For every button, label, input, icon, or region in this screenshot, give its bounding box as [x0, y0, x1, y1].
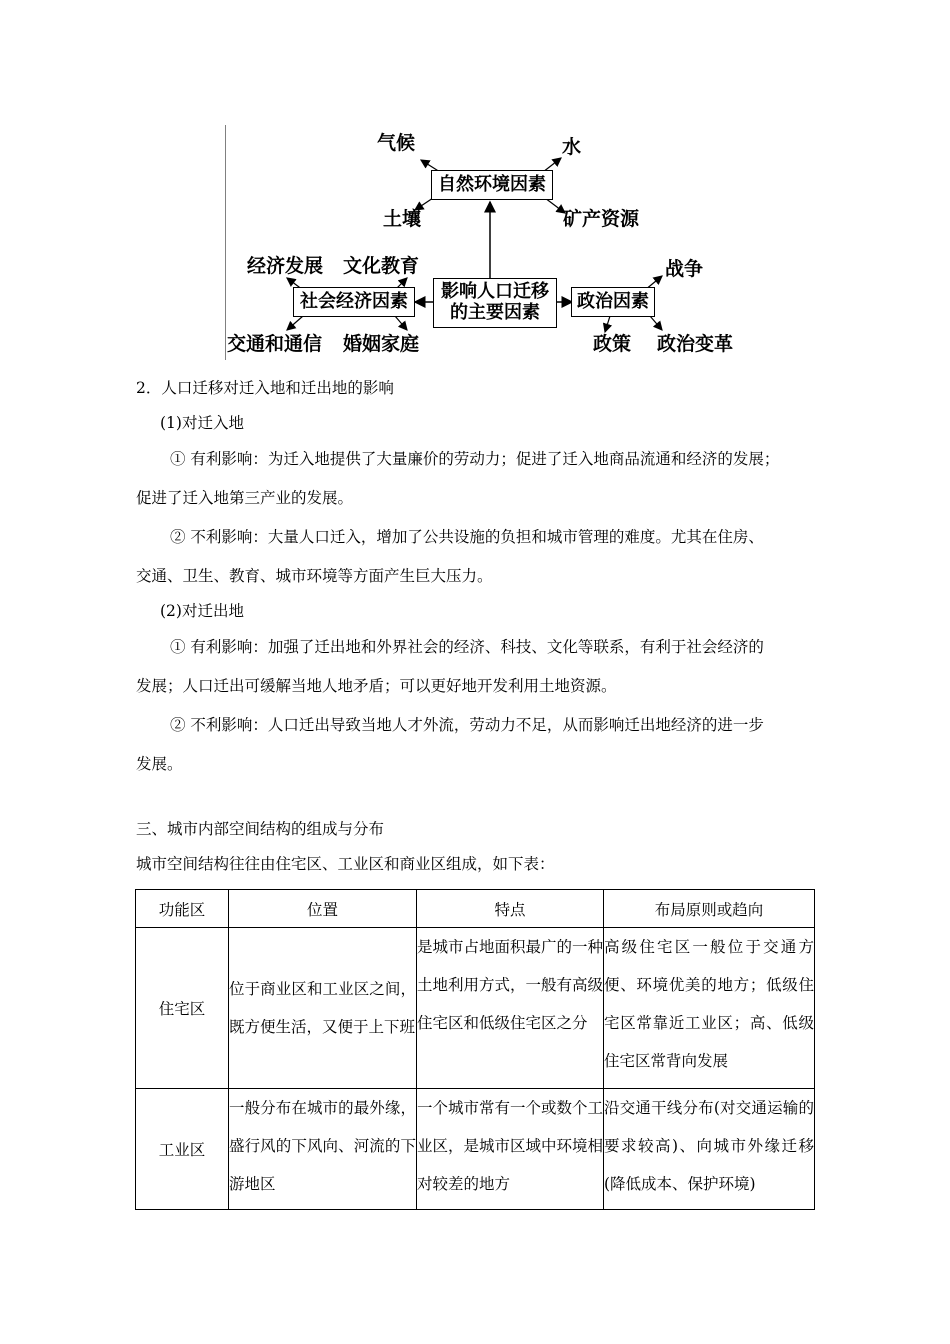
- transport-label: 交通和通信: [227, 333, 323, 355]
- header-feature: 特点: [417, 890, 604, 928]
- p2-unfavorable-line-2: 发展。: [136, 755, 183, 773]
- table-header-row: [136, 890, 815, 928]
- principle-cell: [604, 928, 815, 1089]
- part-1-title: (1)对迁入地: [160, 414, 244, 432]
- principle-cell: [604, 1089, 815, 1210]
- soil-label: 土壤: [383, 208, 422, 230]
- section-2-title: 2．人口迁移对迁入地和迁出地的影响: [136, 379, 394, 397]
- natural-factors-box: 自然环境因素: [431, 170, 553, 200]
- political-factors-box: 政治因素: [571, 287, 655, 317]
- war-label: 战争: [665, 258, 704, 280]
- location-text: 一般分布在城市的最外缘，盛行风的下风向、河流的下游地区: [229, 1099, 416, 1193]
- zone-cell: 工业区: [136, 1089, 229, 1210]
- location-cell: [229, 928, 417, 1089]
- p1-favorable-line-1: ① 有利影响：为迁入地提供了大量廉价的劳动力；促进了迁入地商品流通和经济的发展；: [170, 450, 780, 468]
- feature-cell: [417, 928, 604, 1089]
- p1-unfavorable-line-2: 交通、卫生、教育、城市环境等方面产生巨大压力。: [136, 567, 493, 585]
- p1-unfavorable-line-1: ② 不利影响：大量人口迁入，增加了公共设施的负担和城市管理的难度。尤其在住房、: [170, 528, 764, 546]
- header-zone: 功能区: [136, 890, 229, 928]
- functional-zones-table: [135, 889, 815, 1210]
- p2-favorable-line-2: 发展；人口迁出可缓解当地人地矛盾；可以更好地开发利用土地资源。: [136, 677, 617, 695]
- center-line-1: 影响人口迁移: [441, 281, 549, 303]
- p2-favorable-line-1: ① 有利影响：加强了迁出地和外界社会的经济、科技、文化等联系，有利于社会经济的: [170, 638, 764, 656]
- center-box: [433, 278, 557, 328]
- location-text: 位于商业区和工业区之间，既方便生活，又便于上下班: [229, 980, 416, 1036]
- table-row: [136, 1089, 815, 1210]
- economy-label: 经济发展: [247, 255, 324, 277]
- social-factors-box: 社会经济因素: [293, 287, 415, 317]
- location-cell: [229, 1089, 417, 1210]
- migration-factors-diagram: [225, 120, 745, 365]
- center-line-2: 的主要因素: [450, 302, 540, 323]
- p1-favorable-line-2: 促进了迁入地第三产业的发展。: [136, 489, 354, 507]
- p2-unfavorable-line-1: ② 不利影响：人口迁出导致当地人才外流，劳动力不足，从而影响迁出地经济的进一步: [170, 716, 764, 734]
- water-label: 水: [562, 136, 582, 158]
- header-location: 位置: [229, 890, 417, 928]
- political-change-label: 政治变革: [657, 333, 734, 355]
- feature-text: 是城市占地面积最广的一种土地利用方式，一般有高级住宅区和低级住宅区之分: [417, 938, 604, 1032]
- section-3-title: 三、城市内部空间结构的组成与分布: [136, 820, 385, 838]
- principle-text: 高级住宅区一般位于交通方便、环境优美的地方；低级住宅区常靠近工业区；高、低级住宅区常背向发展: [604, 938, 814, 1070]
- feature-cell: [417, 1089, 604, 1210]
- climate-label: 气候: [377, 132, 416, 154]
- header-principle: 布局原则或趋向: [604, 890, 815, 928]
- diagram-arrows: [225, 120, 745, 365]
- zone-cell: 住宅区: [136, 928, 229, 1089]
- section-3-intro: 城市空间结构往往由住宅区、工业区和商业区组成，如下表：: [136, 855, 555, 873]
- table-row: [136, 928, 815, 1089]
- minerals-label: 矿产资源: [563, 208, 640, 230]
- part-2-title: (2)对迁出地: [160, 602, 244, 620]
- principle-text: 沿交通干线分布(对交通运输的要求较高)、向城市外缘迁移(降低成本、保护环境): [604, 1099, 814, 1193]
- marriage-label: 婚姻家庭: [343, 333, 420, 355]
- feature-text: 一个城市常有一个或数个工业区，是城市区域中环境相对较差的地方: [417, 1099, 604, 1193]
- policy-label: 政策: [593, 333, 632, 355]
- education-label: 文化教育: [343, 255, 420, 277]
